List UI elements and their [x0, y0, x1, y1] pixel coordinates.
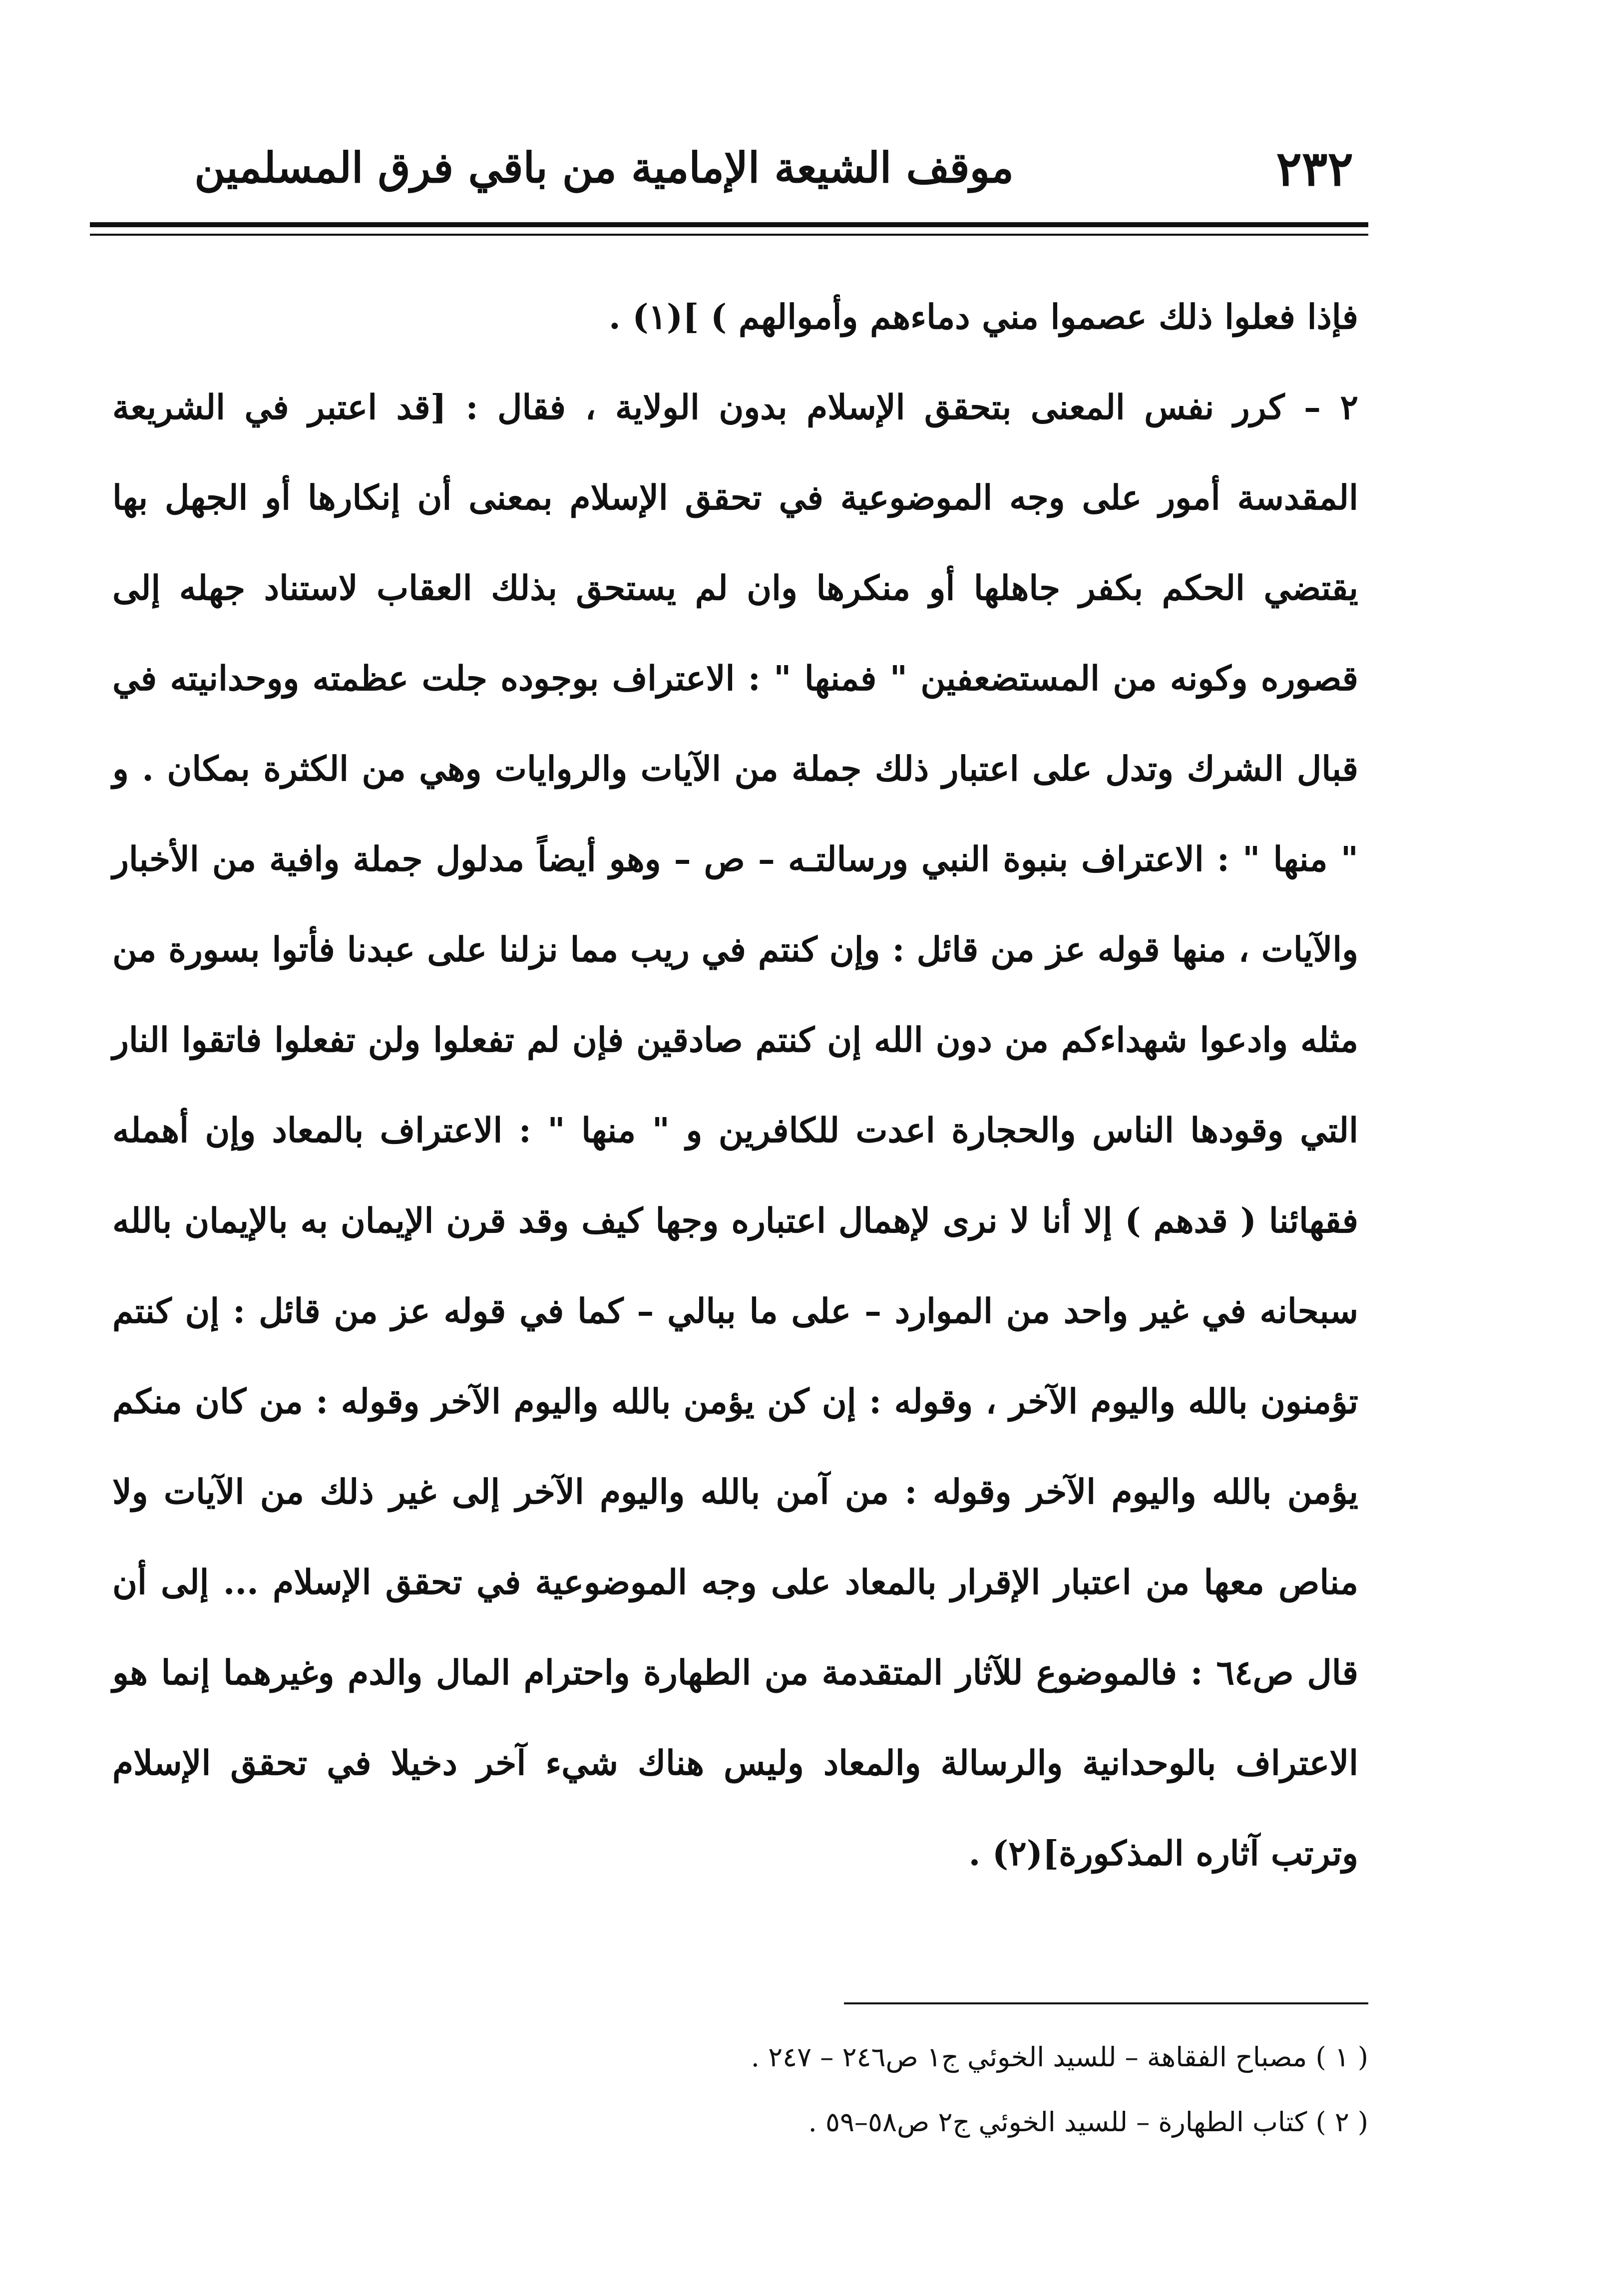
page-number: ٢٣٢ [1276, 140, 1353, 197]
running-title: موقف الشيعة الإمامية من باقي فرق المسلمين [194, 143, 1014, 192]
page-header [90, 135, 1368, 220]
footnotes [220, 2025, 1368, 2155]
footnote: ( ٢ ) كتاب الطهارة – للسيد الخوئي ج٢ ص٥٨–٥٩ . [808, 2106, 1368, 2138]
footnote: ( ١ ) مصباح الفقاهة – للسيد الخوئي ج١ ص٢٤٦ – ٢٤٧ . [751, 2041, 1368, 2073]
body-paragraph: فإذا فعلوا ذلك عصموا مني دماءهم وأموالهم ) ](١) . [608, 297, 1358, 337]
body-paragraph: ٢ – كرر نفس المعنى بتحقق الإسلام بدون الولاية ، فقال : [قد اعتبر في الشريعة المقدسة أمور على وجه الموضوعية في تحقق الإسلام بمعنى أن إنكارها أو الجهل بها يقتضي الحكم بكفر جاهلها أو منكرها وان لم يستحق بذلك العقاب لاستناد جهله إلى قصوره وكونه من المستضعفين " فمنها " : الاعتراف بوجوده جلت عظمته ووحدانيته في قبال الشرك وتدل على اعتبار ذلك جملة من الآيات والروايات وهي من الكثرة بمكان . و " منها " : الاعتراف بنبوة النبي ورسالتـه – ص – وهو أيضاً مدلول جملة وافية من الأخبار والآيات ، منها قوله عز من قائل : وإن كنتم في ريب مما نزلنا على عبدنا فأتوا بسورة من مثله وادعوا شهداءكم من دون الله إن كنتم صادقين فإن لم تفعلوا ولن تفعلوا فاتقوا النار التي وقودها الناس والحجارة اعدت للكافرين و " منها " : الاعتراف بالمعاد وإن أهمله فقهائنا ( قدهم ) إلا أنا لا نرى لإهمال اعتباره وجها كيف وقد قرن الإيمان به بالإيمان بالله سبحانه في غير واحد من الموارد – على ما ببالي – كما في قوله عز من قائل : إن كنتم تؤمنون بالله واليوم الآخر ، وقوله : إن كن يؤمن بالله واليوم الآخر وقوله : من كان منكم يؤمن بالله واليوم الآخر وقوله : من آمن بالله واليوم الآخر إلى غير ذلك من الآيات ولا مناص معها من اعتبار الإقرار بالمعاد على وجه الموضوعية في تحقق الإسلام ... إلى أن قال ص٦٤ : فالموضوع للآثار المتقدمة من الطهارة واحترام المال والدم وغيرهما إنما هو الاعتراف بالوحدانية والرسالة والمعاد وليس هناك شيء آخر دخيلا في تحقق الإسلام وترتب آثاره المذكورة](٢) . [112, 387, 1359, 1874]
footnote-separator [844, 2002, 1368, 2004]
header-rule-thin [90, 234, 1368, 236]
header-rule-thick [90, 222, 1368, 227]
body-text [112, 272, 1358, 1899]
